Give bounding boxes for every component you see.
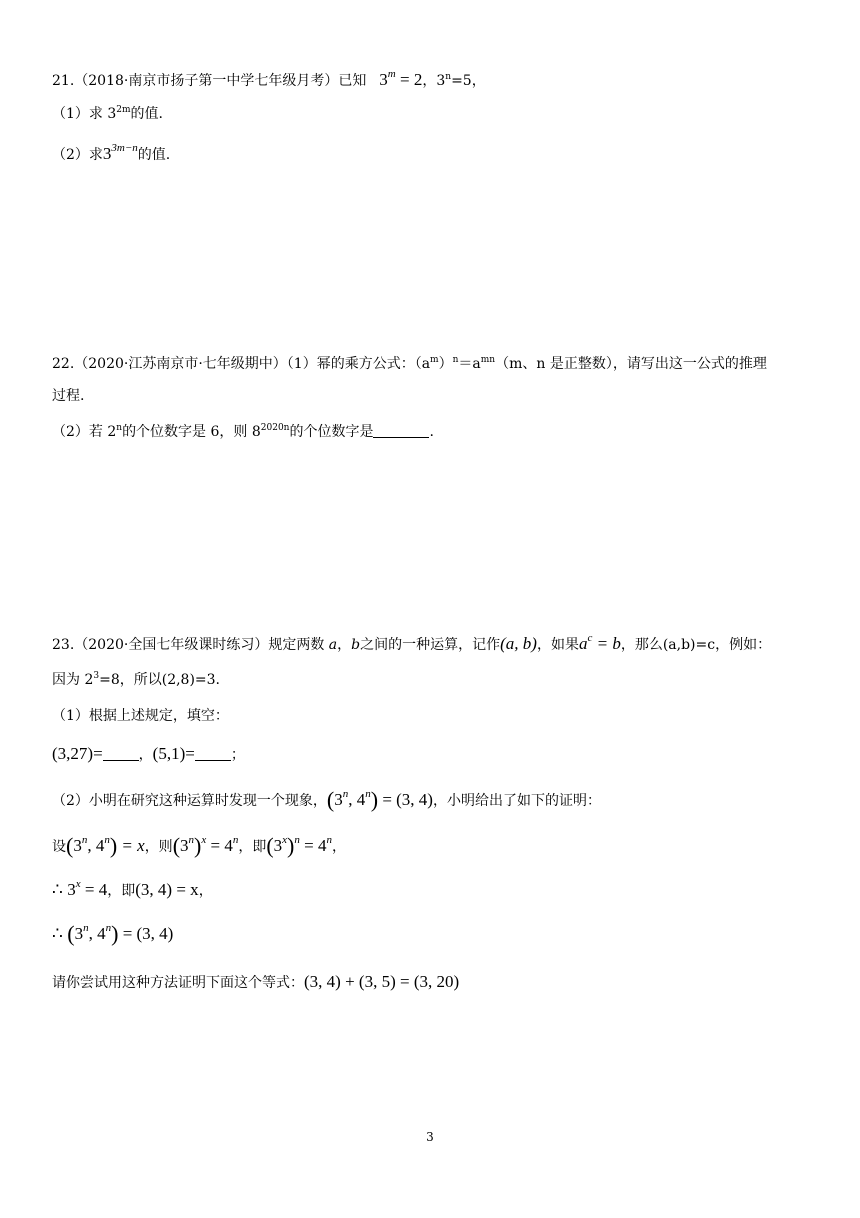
q21-part1: （1）求 $3^{2m}$的值.: [52, 105, 163, 122]
q23-blank-1[interactable]: [103, 746, 139, 761]
q23-notation: (a, b): [500, 634, 537, 653]
q22-answer-blank[interactable]: [373, 423, 429, 438]
q23-proof-step1: $(3^n)^x = 4^n$: [172, 833, 239, 858]
q23-proof-line2: ∴ 3$^x$ = 4，即(3, 4) = x，: [52, 878, 213, 899]
q23-part2: （2）小明在研究这种运算时发现一个现象，(3$^n$, 4$^n$) = (3, 4)，小明给出了如下的证明：: [52, 787, 601, 812]
q23-proof-line1: 设(3$^n$, 4$^n$) = x，则$(3^n)^x = 4^n$，即$(3^x)^n = 4^n$，: [52, 833, 346, 858]
q23-proof-line3: [52, 921, 174, 946]
q21-condition-1: 3$^m$ = 2: [379, 68, 423, 89]
therefore-symbol-2: ∴: [52, 924, 63, 943]
q23-part1-fill: (3,27)= ，(5,1)= ；: [52, 744, 245, 763]
q21-part2: （2）求$3^{3m-n}$的值.: [52, 142, 171, 163]
q23-phenomenon: (3$^n$, 4$^n$) = (3, 4): [326, 787, 433, 812]
q22-line1: 22.（2020·江苏南京市·七年级期中）（1）幂的乘方公式：$(a^m)^n=a^{mn}(m$、n 是正整数），请写出这一公式的推理: [52, 355, 767, 372]
q23-last-line: 请你尝试用这种方法证明下面这个等式：(3, 4) + (3, 5) = (3, 20): [52, 972, 460, 991]
q23-line1: 23.（2020·全国七年级课时练习）规定两数 a，b之间的一种运算，记作(a, b)，如果$a^c = b$，那么(a,b)=c，例如：: [52, 632, 772, 653]
q23-proof-conclusion: (3$^n$, 4$^n$) = (3, 4): [67, 921, 174, 946]
q21-header-line: 21.（2018·南京市扬子第一中学七年级月考）已知 3$^m$ = 2，$3^n=5$，: [52, 68, 486, 89]
q23-proof-step2: $(3^x)^n = 4^n$: [266, 833, 332, 858]
q23-equation-to-prove: (3, 4) + (3, 5) = (3, 20): [304, 972, 460, 991]
q23-blank-2[interactable]: [195, 746, 231, 761]
q21-header: 21.（2018·南京市扬子第一中学七年级月考）已知: [52, 73, 367, 89]
q23-line2: 因为 $2^3=8$，所以(2,8)=3.: [52, 671, 221, 688]
q23-proof-assume: (3$^n$, 4$^n$) = x: [66, 833, 145, 858]
q21-part2-expression: $3^{3m-n}$: [102, 142, 138, 163]
q22-part2: （2）若 2$^n$的个位数字是 6，则 $8^{2020n}$的个位数字是 .: [52, 423, 434, 440]
q23-power-definition: $a^c = b$: [578, 632, 621, 653]
q21-condition-2: 3: [436, 73, 446, 89]
q23-part1-title: （1）根据上述规定，填空：: [52, 708, 229, 724]
therefore-symbol: ∴: [52, 880, 63, 899]
q22-line2: 过程.: [52, 388, 85, 404]
page-number: 3: [426, 1130, 434, 1144]
